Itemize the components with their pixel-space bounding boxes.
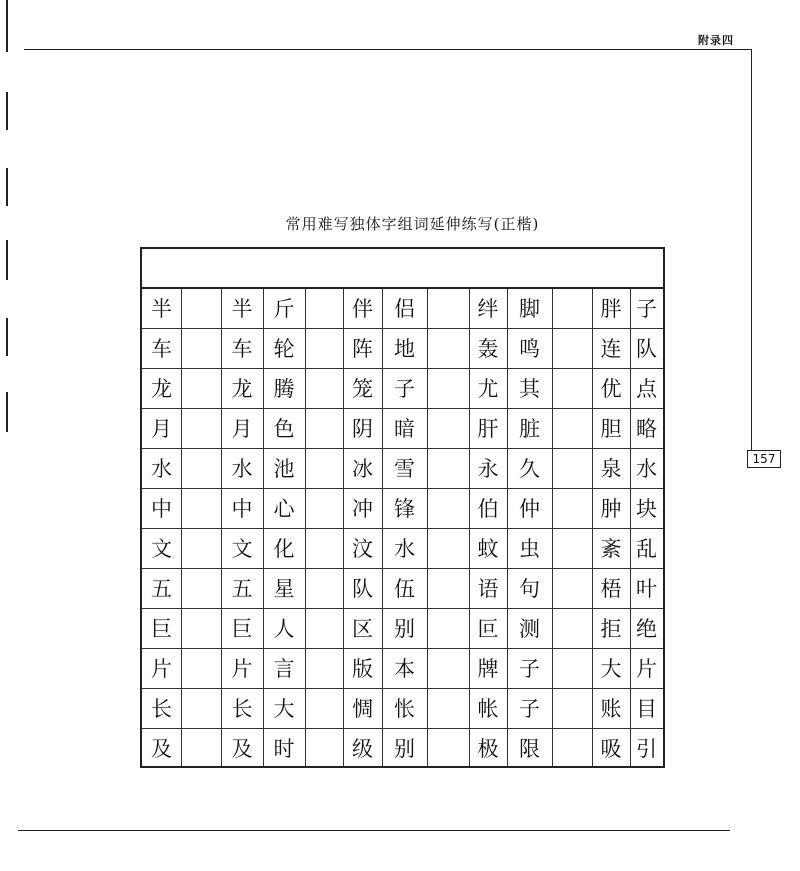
practice-character: 斤 — [273, 297, 295, 321]
practice-character: 久 — [519, 457, 540, 481]
practice-character: 色 — [273, 417, 295, 441]
margin-mark — [6, 0, 8, 52]
margin-mark — [6, 392, 8, 432]
practice-character: 人 — [273, 617, 295, 641]
right-margin-rule — [751, 49, 752, 450]
practice-character: 及 — [231, 737, 253, 761]
practice-character: 长 — [231, 697, 253, 721]
practice-character: 池 — [273, 457, 295, 481]
practice-character: 月 — [151, 417, 172, 441]
practice-character: 雪 — [394, 457, 415, 481]
practice-character: 区 — [352, 617, 373, 641]
practice-character: 笼 — [352, 377, 373, 401]
practice-character: 别 — [394, 737, 415, 761]
practice-character: 心 — [273, 497, 295, 521]
page-number: 157 — [747, 450, 781, 468]
practice-character: 帐 — [477, 697, 499, 721]
practice-character: 轮 — [273, 337, 295, 361]
practice-character: 别 — [394, 617, 415, 641]
practice-character: 龙 — [151, 377, 172, 401]
practice-character: 车 — [231, 337, 253, 361]
practice-character: 星 — [273, 577, 295, 601]
practice-character: 账 — [600, 697, 622, 721]
practice-character: 地 — [394, 337, 415, 361]
practice-character: 伴 — [352, 297, 373, 321]
practice-character: 半 — [231, 297, 253, 321]
practice-character: 大 — [600, 657, 622, 681]
practice-character: 其 — [519, 377, 540, 401]
practice-character: 子 — [519, 657, 540, 681]
practice-character: 暗 — [394, 417, 415, 441]
practice-character: 紊 — [600, 537, 622, 561]
practice-character: 脚 — [519, 297, 540, 321]
practice-character: 蚊 — [477, 537, 499, 561]
practice-character: 五 — [231, 577, 253, 601]
section-label: 附录四 — [698, 34, 734, 47]
practice-character: 引 — [636, 737, 657, 761]
practice-character: 片 — [151, 657, 172, 681]
practice-character: 阴 — [352, 417, 373, 441]
practice-character: 水 — [394, 537, 415, 561]
footer-rule — [18, 830, 730, 831]
practice-character: 龙 — [231, 377, 253, 401]
practice-character: 中 — [231, 497, 253, 521]
practice-character: 极 — [477, 737, 499, 761]
practice-character: 块 — [636, 497, 657, 521]
practice-character: 子 — [394, 377, 415, 401]
practice-character: 略 — [636, 417, 657, 441]
practice-character: 巨 — [151, 617, 172, 641]
margin-mark — [6, 92, 8, 130]
practice-character: 侣 — [394, 297, 415, 321]
practice-character: 片 — [231, 657, 253, 681]
practice-character: 绝 — [636, 617, 657, 641]
practice-character: 绊 — [477, 297, 499, 321]
practice-character: 文 — [231, 537, 253, 561]
practice-character: 言 — [273, 657, 295, 681]
practice-character: 吸 — [600, 737, 622, 761]
header-rule — [24, 49, 752, 50]
practice-character: 腾 — [273, 377, 295, 401]
practice-character: 梧 — [600, 577, 622, 601]
practice-character: 鸣 — [519, 337, 540, 361]
practice-character: 阵 — [352, 337, 373, 361]
blank-header-row — [142, 249, 663, 289]
practice-character: 文 — [151, 537, 172, 561]
practice-character: 目 — [636, 697, 657, 721]
practice-character: 拒 — [600, 617, 622, 641]
practice-character: 惆 — [352, 697, 373, 721]
practice-character: 半 — [151, 297, 172, 321]
practice-character: 冲 — [352, 497, 373, 521]
page-title: 常用难写独体字组词延伸练写(正楷) — [285, 215, 540, 233]
practice-character: 锋 — [394, 497, 415, 521]
practice-character: 月 — [231, 417, 253, 441]
practice-character: 轰 — [477, 337, 499, 361]
margin-mark — [6, 318, 8, 356]
practice-character: 肿 — [600, 497, 622, 521]
practice-character: 优 — [600, 377, 622, 401]
practice-character: 本 — [394, 657, 415, 681]
practice-character: 化 — [273, 537, 295, 561]
practice-character: 永 — [477, 457, 499, 481]
practice-character: 水 — [151, 457, 172, 481]
practice-character: 连 — [600, 337, 622, 361]
practice-grid — [140, 247, 665, 768]
practice-character: 中 — [151, 497, 172, 521]
practice-character: 仲 — [519, 497, 540, 521]
practice-character: 及 — [151, 737, 172, 761]
practice-character: 巨 — [231, 617, 253, 641]
practice-character: 限 — [519, 737, 540, 761]
practice-character: 片 — [636, 657, 657, 681]
practice-character: 尤 — [477, 377, 499, 401]
practice-character: 队 — [636, 337, 657, 361]
practice-character: 队 — [352, 577, 373, 601]
margin-mark — [6, 240, 8, 280]
practice-character: 胖 — [600, 297, 622, 321]
practice-character: 车 — [151, 337, 172, 361]
practice-character: 测 — [519, 617, 540, 641]
practice-character: 版 — [352, 657, 373, 681]
practice-character: 肝 — [477, 417, 499, 441]
practice-character: 脏 — [519, 417, 540, 441]
practice-character: 子 — [636, 297, 657, 321]
practice-character: 泉 — [600, 457, 622, 481]
practice-character: 句 — [519, 577, 540, 601]
practice-character: 叵 — [477, 617, 499, 641]
practice-character: 汶 — [352, 537, 373, 561]
practice-character: 时 — [273, 737, 295, 761]
practice-character: 伍 — [394, 577, 415, 601]
practice-character: 级 — [352, 737, 373, 761]
practice-character: 怅 — [394, 697, 415, 721]
practice-character: 语 — [477, 577, 499, 601]
practice-character: 大 — [273, 697, 295, 721]
practice-character: 水 — [636, 457, 657, 481]
practice-character: 胆 — [600, 417, 622, 441]
practice-character: 虫 — [519, 537, 540, 561]
practice-character: 点 — [636, 377, 657, 401]
practice-character: 五 — [151, 577, 172, 601]
practice-character: 水 — [231, 457, 253, 481]
practice-character: 子 — [519, 697, 540, 721]
practice-character: 长 — [151, 697, 172, 721]
practice-character: 冰 — [352, 457, 373, 481]
practice-character: 伯 — [477, 497, 499, 521]
practice-character: 乱 — [636, 537, 657, 561]
practice-character: 牌 — [477, 657, 499, 681]
margin-mark — [6, 168, 8, 206]
practice-character: 叶 — [636, 577, 657, 601]
